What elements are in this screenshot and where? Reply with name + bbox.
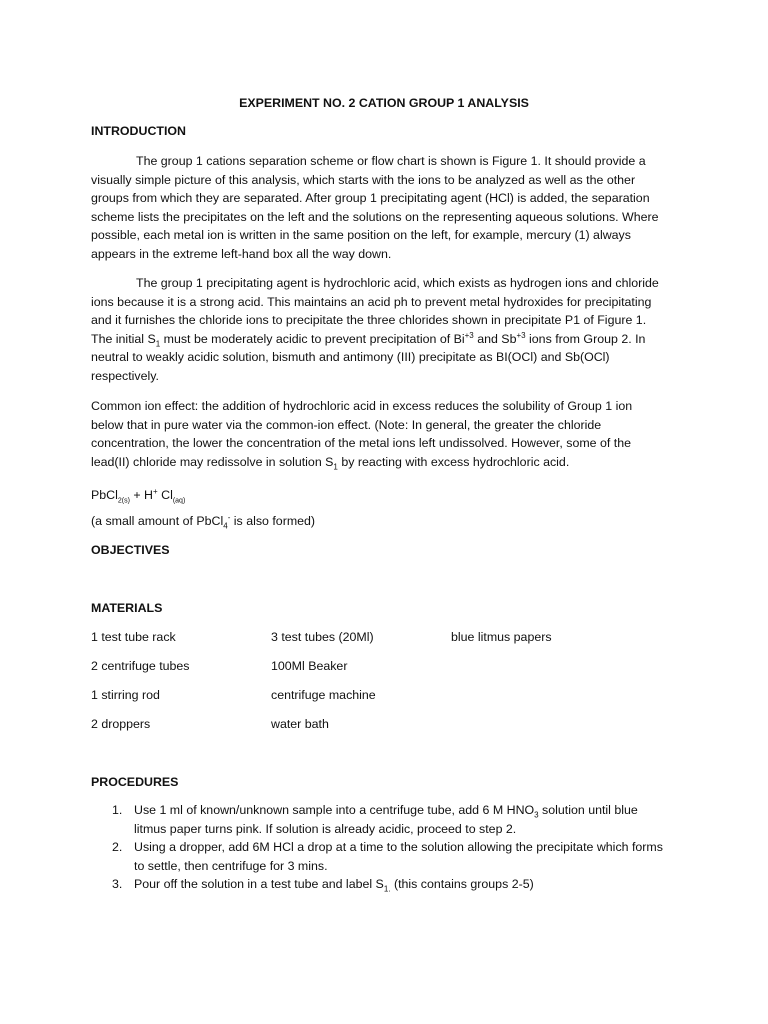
step-number: 2.: [112, 840, 123, 855]
material-item: 2 droppers: [91, 717, 151, 731]
document-title: EXPERIMENT NO. 2 CATION GROUP 1 ANALYSIS: [239, 96, 529, 110]
material-item: centrifuge machine: [271, 688, 376, 702]
material-item: 1 test tube rack: [91, 630, 176, 644]
introduction-heading: INTRODUCTION: [91, 124, 186, 138]
objectives-heading: OBJECTIVES: [91, 543, 170, 557]
procedures-heading: PROCEDURES: [91, 775, 179, 789]
step-number: 1.: [112, 803, 123, 817]
material-item: blue litmus papers: [451, 630, 552, 644]
material-item: 2 centrifuge tubes: [91, 659, 190, 673]
step-number: 3.: [112, 877, 123, 892]
intro-paragraph-1: The group 1 cations separation scheme or flow chart is shown is Figure 1. It should provide a visually simple picture of this analysis, which starts with the ions to be analyzed as well as the other groups from which they are separated. After group 1 precipitating agent (HCl) is added, the separation scheme lists the precipitates on the left and the solutions on the representing aqueous solutions. Where possible, each metal ion is written in the same position on the left, for example, mercury (1) always appears in the extreme left-hand box all the way down.: [91, 154, 659, 261]
materials-heading: MATERIALS: [91, 601, 163, 615]
procedure-step: 3. Pour off the solution in a test tube and label $S_{1.}$ (this contains groups 2-5): [112, 877, 534, 894]
reaction-note: (a small amount of PbCl$_4$- is also formed): [91, 512, 316, 531]
material-item: 100Ml Beaker: [271, 659, 348, 673]
procedure-list: [91, 801, 671, 894]
material-item: water bath: [271, 717, 329, 731]
procedure-step: 2. Using a dropper, add 6M HCl a drop at a time to the solution allowing the precipitate which forms to settle, then centrifuge for 3 mins.: [112, 840, 663, 873]
intro-paragraph-3: Common ion effect: the addition of hydrochloric acid in excess reduces the solubility of Group 1 ion below that in pure water via the common-ion effect. (Note: In general, the greater the chloride concentration, the lower the concentration of the metal ions left undissolved. However, some of the lead(II) chloride may redissolve in solution $S_1$ by reacting with excess hydrochloric acid.: [91, 399, 633, 472]
intro-paragraph-2: The group 1 precipitating agent is hydrochloric acid, which exists as hydrogen ions and chloride ions because it is a strong acid. This maintains an acid ph to prevent metal hydroxides for precipitating and it furnishes the chloride ions to precipitate the three chlorides shown in precipitate P1 of Figure 1. The initial $S_1$ must be moderately acidic to prevent precipitation of $Bi^{+3}$ and $Sb^{+3}$ ions from Group 2. In neutral to weakly acidic solution, bismuth and antimony (III) precipitate as BI(OCl) and Sb(OCl) respectively.: [91, 276, 659, 383]
material-item: 1 stirring rod: [91, 688, 160, 702]
procedure-step: 1. Use 1 ml of known/unknown sample into a centrifuge tube, add 6 M $HNO_3$ solution until blue litmus paper turns pink. If solution is already acidic, proceed to step 2.: [112, 803, 638, 836]
material-item: 3 test tubes (20Ml): [271, 630, 374, 644]
reaction-equation: PbCl$_{2(s)}$ + H+ $Cl_{(aq)}$: [91, 486, 186, 505]
